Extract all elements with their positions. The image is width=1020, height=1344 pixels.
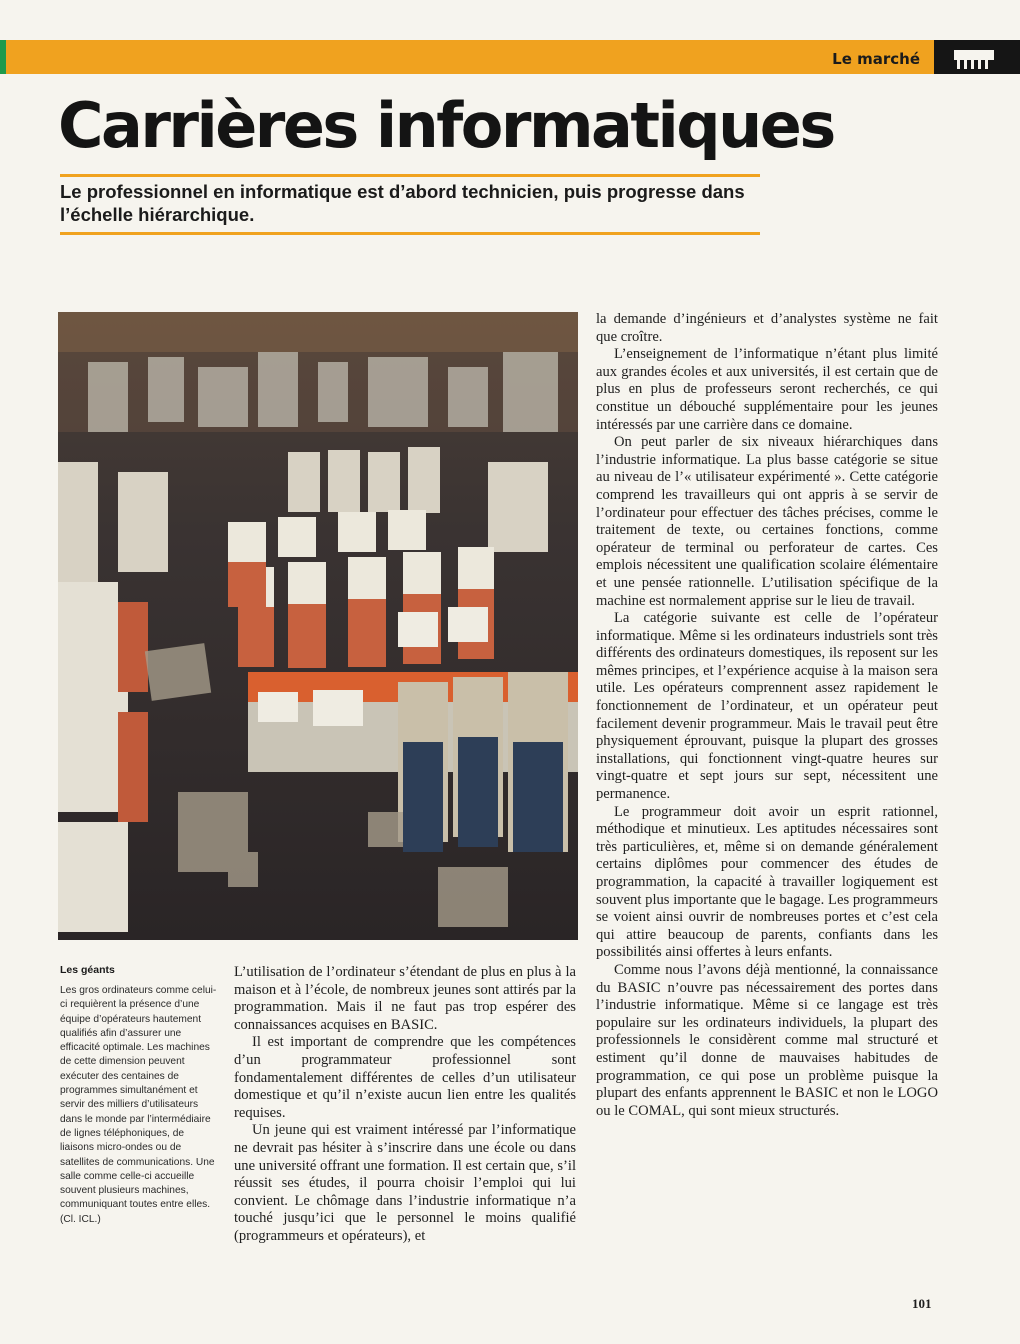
chip-icon bbox=[953, 48, 995, 70]
computer-room-photo bbox=[58, 312, 578, 940]
article-title: Carrières informatiques bbox=[58, 89, 834, 162]
article-subtitle: Le professionnel en informatique est d’abord technicien, puis progresse dans l’échelle hiérarchique. bbox=[60, 181, 745, 225]
computer-room-illustration bbox=[58, 312, 578, 940]
paragraph: Il est important de comprendre que les compétences d’un programmateur professionnel sont fondamentalement différentes de celles d’un utilisateur domestique et qu’il n’existe aucun lien entre les qualités requises. bbox=[234, 1034, 576, 1121]
paragraph: On peut parler de six niveaux hiérarchiques dans l’industrie informatique. La plus basse catégorie se situe au niveau de l’« utilisateur expérimenté ». Cette catégorie comprend les travailleurs qui ont appris à se servir de l’ordinateur pour effectuer des tâches précises, comme le traitement de texte, ou certaines fonctions, comme opérateur de terminal ou perforateur de cartes. Ces emplois nécessitent une qualification scolaire élémentaire et une pensée rationnelle. L’utilisation spécifique de la machine est normalement apprise sur le lieu de travail. bbox=[596, 434, 938, 609]
paragraph: Comme nous l’avons déjà mentionné, la connaissance du BASIC n’ouvre pas nécessairement des portes dans l’industrie informatique. Même si ce langage est très populaire sur les ordinateurs individuels, la plupart des professionnels le considèrent comme mal structuré et estiment qu’il donne de mauvaises habitudes de programmation, ce qui pose un problème puisque la plupart des enfants apprennent le BASIC et non le LOGO ou le COMAL, qui sont mieux structurés. bbox=[596, 961, 938, 1119]
section-label: Le marché bbox=[832, 50, 920, 68]
paragraph: La catégorie suivante est celle de l’opérateur informatique. Même si les ordinateurs industriels sont très différents des ordinateurs domestiques, ils reposent sur les mêmes principes, et l’expérience acquise à la maison sera utile. Les opérateurs comprennent assez rapidement le fonctionnement de l’ordinateur, et un opérateur peut facilement devenir programmeur. Mais le travail peut être physiquement éprouvant, puisque la plupart des grosses installations, qui fonctionnent vingt-quatre heures sur vingt-quatre et sept jours sur sept, nécessitent une permanence. bbox=[596, 610, 938, 803]
paragraph: Le programmeur doit avoir un esprit rationnel, méthodique et minutieux. Les aptitudes nécessaires sont très particulières, et, même si on demande généralement certains diplômes pour commencer des études de programmation, la capacité à travailler logiquement est souvent plus importante que le bagage. Les programmeurs se voient ainsi ouvrir de nombreuses portes et c’est cela qui attire beaucoup de parents, confiants dans les possibilités ainsi offertes à leurs enfants. bbox=[596, 803, 938, 961]
page-number: 101 bbox=[912, 1296, 932, 1311]
caption-title: Les géants bbox=[60, 964, 115, 976]
photo-caption bbox=[60, 964, 220, 1227]
caption-text: Les gros ordinateurs comme celui-ci requièrent la présence d’une équipe d’opérateurs hautement qualifiés afin d’assurer une efficacité optimale. Les machines de cette dimension peuvent exécuter des centaines de programmes simultanément et servir des milliers d’utilisateurs dans le monde par l’intermédiaire de lignes téléphoniques, de liaisons micro-ondes ou de satellites de communications. Une salle comme celle-ci accueille souvent plusieurs machines, communiquant toutes entre elles. (Cl. ICL.) bbox=[60, 985, 217, 1225]
article-column-middle bbox=[234, 964, 576, 1246]
paragraph: Un jeune qui est vraiment intéressé par l’informatique ne devrait pas hésiter à s’inscrire dans une école ou dans une université offrant une formation. Il est certain que, s’il réussit ses études, il pourra choisir l’emploi qui lui convient. Le chômage dans l’industrie informatique n’a touché jusqu’ici que le personnel le moins qualifié (programmeurs et opérateurs), et bbox=[234, 1122, 576, 1244]
subtitle-rule bbox=[60, 232, 760, 235]
article-column-right bbox=[596, 311, 938, 1120]
title-rule bbox=[60, 174, 760, 177]
section-band bbox=[6, 40, 934, 74]
paragraph: L’enseignement de l’informatique n’étant plus limité aux grandes écoles et aux universités, il est certain que de plus en plus de professeurs seront recherchés, ce qui constitue un débouché supplémentaire pour les jeunes intéressés par une carrière dans ce domaine. bbox=[596, 346, 938, 433]
paragraph: L’utilisation de l’ordinateur s’étendant de plus en plus à la maison et à l’école, de nombreux jeunes sont attirés par la programmation. Mais il ne faut pas trop espérer des connaissances acquises en BASIC. bbox=[234, 964, 576, 1033]
paragraph: la demande d’ingénieurs et d’analystes système ne fait que croître. bbox=[596, 311, 938, 345]
